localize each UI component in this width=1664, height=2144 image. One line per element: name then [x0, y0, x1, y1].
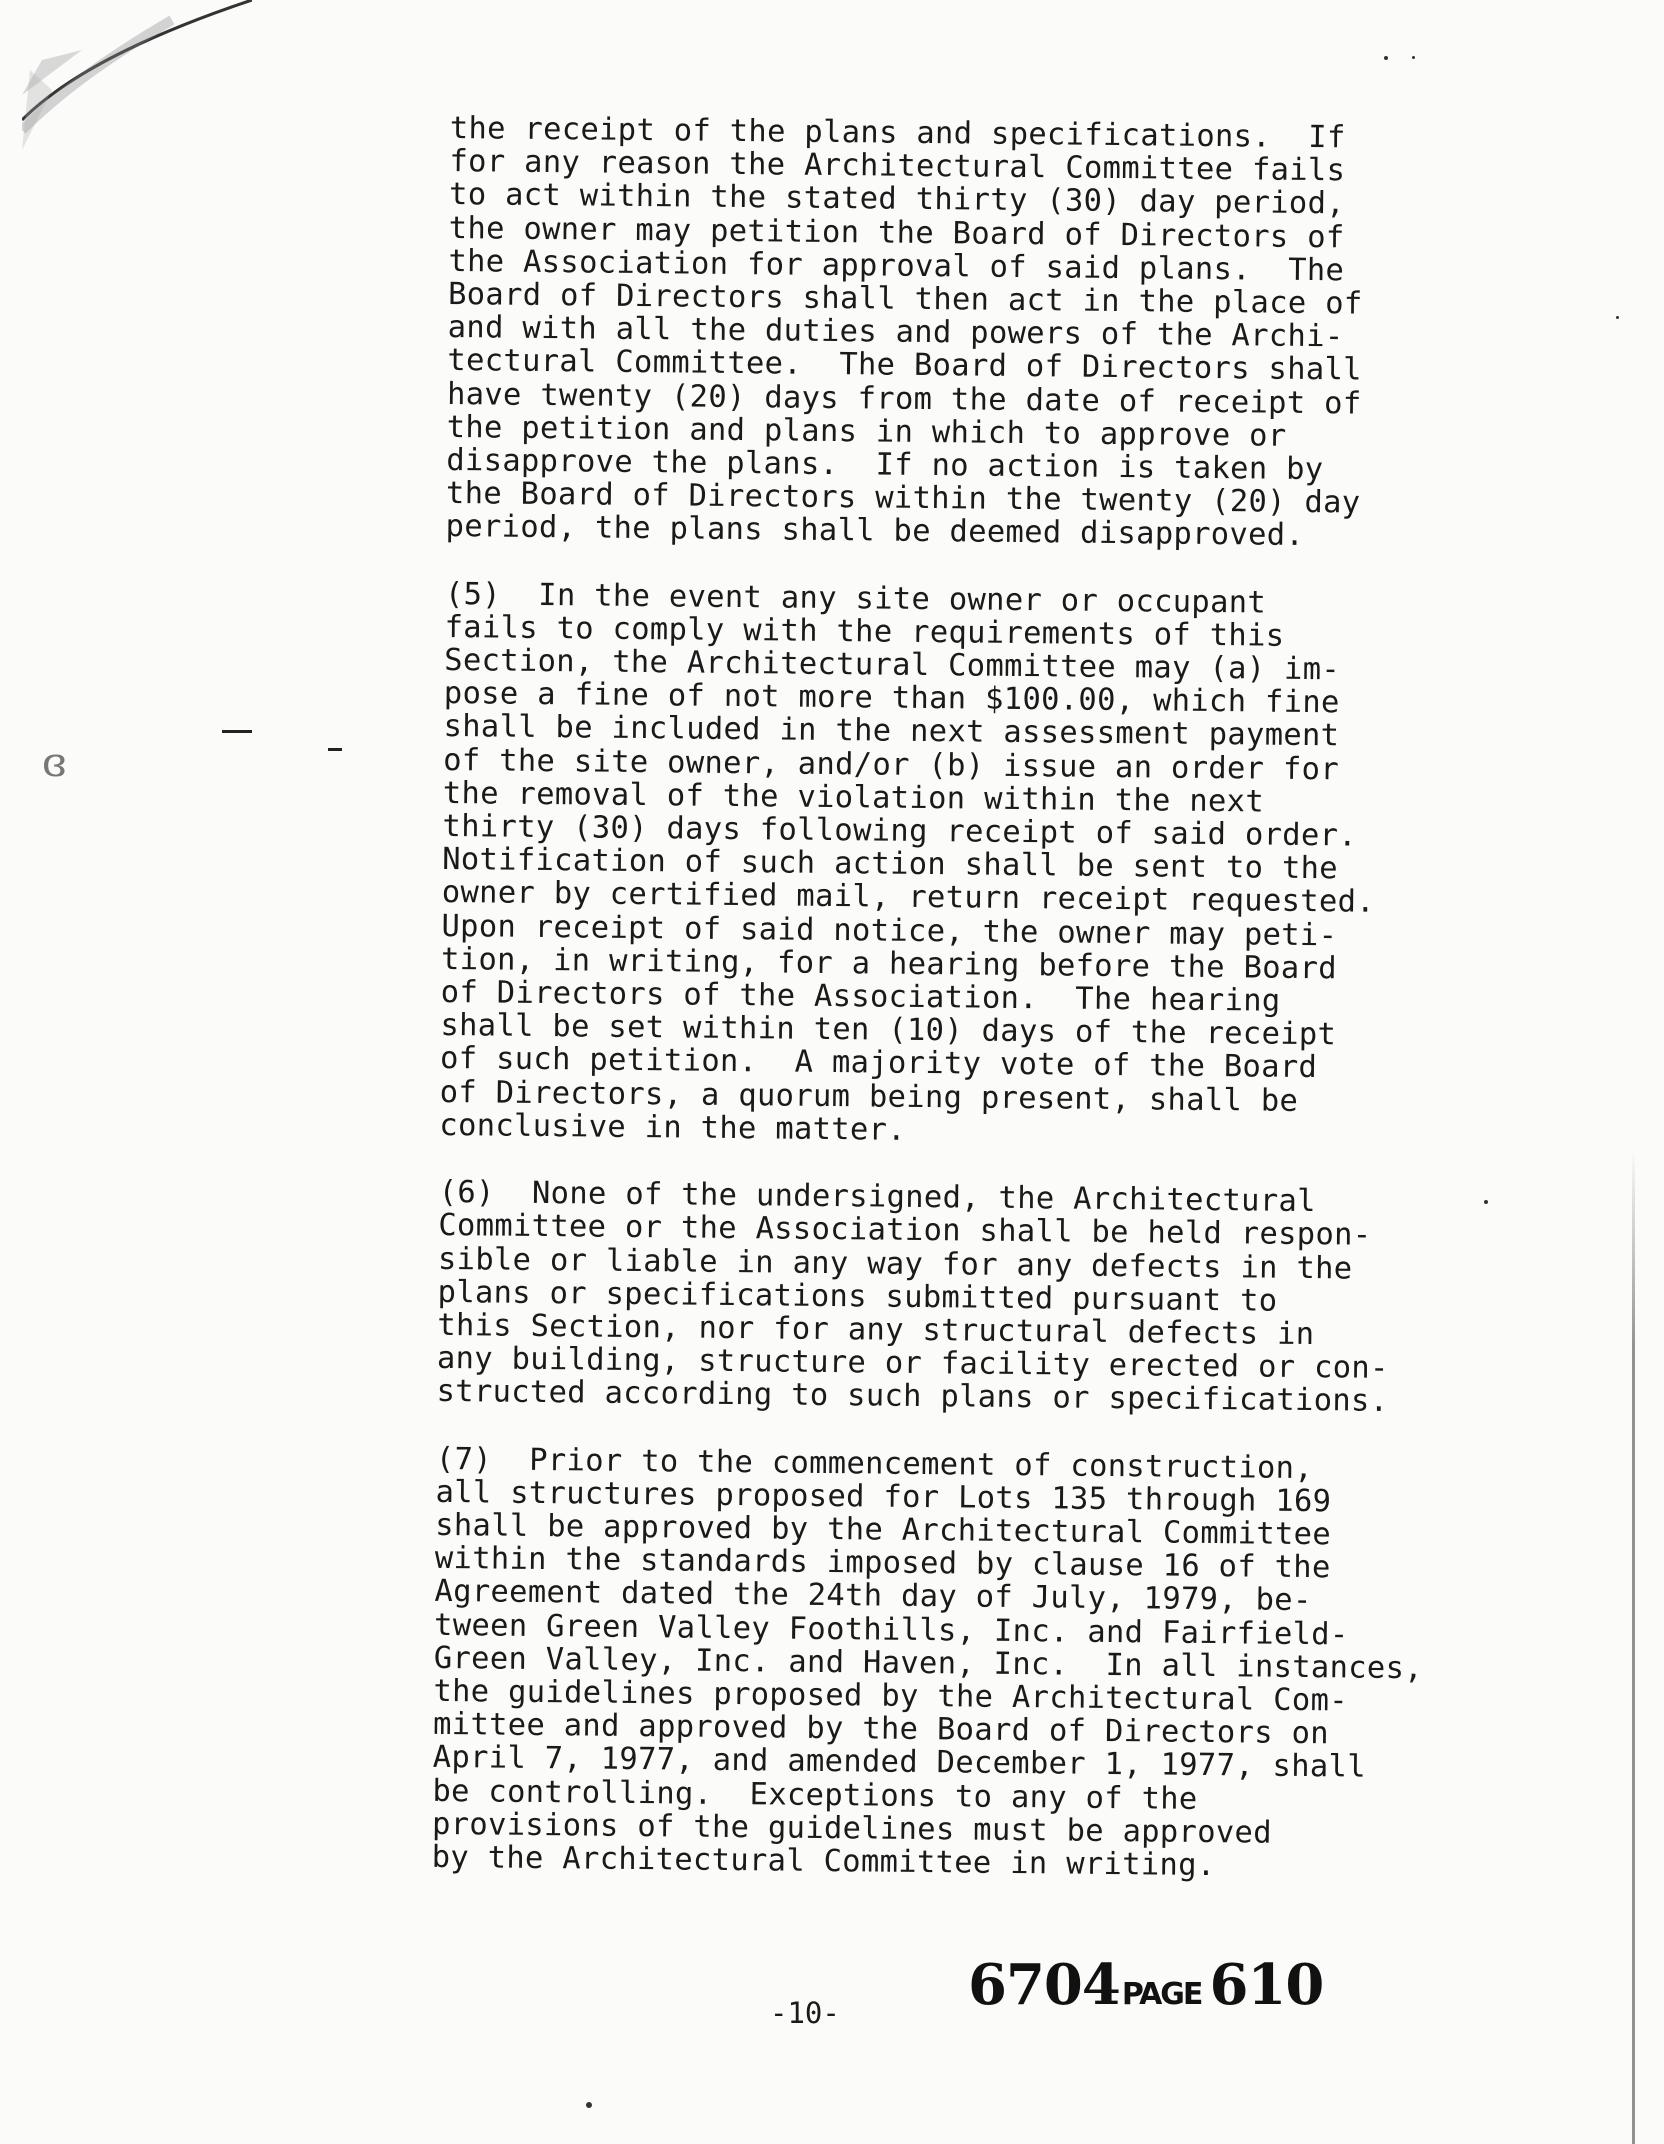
text-line: Upon receipt of said notice, the owner may peti- [441, 908, 1338, 954]
text-line: shall be included in the next assessment payment [443, 709, 1340, 754]
text-line: plans or specifications submitted pursuant to [437, 1274, 1278, 1319]
paragraph-5 [439, 578, 1505, 1154]
text-line: of Directors of the Association. The hearing [440, 975, 1281, 1019]
text-line: the Association for approval of said plans. The [448, 243, 1345, 289]
text-line: shall be set within ten (10) days of the receipt [440, 1008, 1337, 1053]
scan-speck [1616, 316, 1619, 319]
text-line: pose a fine of not more than $100.00, which fine [443, 676, 1340, 721]
text-line: to act within the stated thirty (30) day period, [448, 177, 1346, 222]
text-line: structed according to such plans or specifications. [436, 1374, 1389, 1420]
margin-dash-mark [328, 748, 342, 751]
text-line: the owner may petition the Board of Directors of [448, 210, 1345, 255]
text-line: (5) In the event any site owner or occupant [444, 576, 1267, 621]
book-page-number: 610 [1209, 1952, 1324, 2018]
margin-handwritten-mark: ɞ [42, 740, 67, 786]
text-line: Section, the Architectural Committee may (a) im- [444, 643, 1341, 688]
text-line: tectural Committee. The Board of Directors shall [447, 343, 1362, 388]
text-line: the guidelines proposed by the Architectural Com- [433, 1673, 1349, 1719]
text-line: of the site owner, and/or (b) issue an order for [443, 742, 1340, 788]
text-line: have twenty (20) days from the date of receipt of [446, 376, 1362, 422]
text-line: tion, in writing, for a hearing before the Board [440, 941, 1338, 987]
text-line: this Section, nor for any structural defects in [437, 1307, 1315, 1353]
text-line: (6) None of the undersigned, the Architectural [438, 1175, 1316, 1220]
text-line: the removal of the violation within the next [442, 775, 1265, 820]
margin-dash-mark [222, 730, 252, 733]
text-line: conclusive in the matter. [439, 1107, 907, 1148]
page-number: -10- [770, 1996, 840, 2030]
text-line: Board of Directors shall then act in the place of [447, 277, 1363, 322]
text-line: April 7, 1977, and amended December 1, 1977, shall [432, 1740, 1367, 1786]
text-line: thirty (30) days following receipt of said order. [442, 809, 1358, 854]
scan-corner-artifact [22, 0, 252, 150]
text-line: fails to comply with the requirements of this [444, 609, 1285, 654]
text-line: and with all the duties and powers of the Archi- [447, 310, 1344, 355]
document-body [431, 112, 1510, 1919]
text-line: (7) Prior to the commencement of construction, [435, 1441, 1314, 1486]
text-line: shall be approved by the Architectural Committee [435, 1507, 1332, 1553]
text-line: for any reason the Architectural Committee fails [449, 144, 1346, 189]
scan-speck [1384, 56, 1388, 60]
text-line: period, the plans shall be deemed disapproved. [445, 509, 1305, 554]
book-number: 6704 [968, 1952, 1120, 2018]
paragraph-6 [436, 1176, 1498, 1420]
text-line: any building, structure or facility erected or con- [436, 1341, 1389, 1387]
text-line: the petition and plans in which to approve or [446, 409, 1287, 454]
text-line: of Directors, a quorum being present, shall be [439, 1074, 1299, 1119]
scan-speck [1412, 56, 1415, 59]
text-line: sible or liable in any way for any defects in the [437, 1241, 1353, 1287]
text-line: be controlling. Exceptions to any of the [432, 1773, 1198, 1817]
text-line: Notification of such action shall be sent to the [441, 842, 1339, 887]
page-label: PAGE [1121, 1977, 1202, 2012]
book-page-stamp [968, 1952, 1323, 2018]
paragraph-continuation [445, 112, 1509, 555]
text-line: tween Green Valley Foothills, Inc. and Fairfield- [433, 1607, 1349, 1653]
scan-speck [586, 2102, 592, 2108]
text-line: mittee and approved by the Board of Directors on [432, 1707, 1330, 1752]
text-line: Committee or the Association shall be held respon- [438, 1208, 1372, 1254]
text-line: disapprove the plans. If no action is taken by [446, 443, 1324, 488]
text-line: by the Architectural Committee in writing. [431, 1839, 1216, 1884]
paragraph-7 [432, 1442, 1496, 1885]
scan-right-edge [1632, 1150, 1635, 2144]
text-line: the Board of Directors within the twenty (20) day [445, 476, 1361, 521]
text-line: the receipt of the plans and specifications. If [449, 111, 1346, 156]
text-line: of such petition. A majority vote of the Board [439, 1041, 1318, 1086]
text-line: provisions of the guidelines must be approved [431, 1806, 1273, 1851]
text-line: all structures proposed for Lots 135 through 169 [435, 1474, 1332, 1520]
text-line: within the standards imposed by clause 16 of the [434, 1541, 1331, 1586]
text-line: Agreement dated the 24th day of July, 1979, be- [434, 1574, 1312, 1619]
text-line: owner by certified mail, return receipt requested. [441, 875, 1376, 921]
text-line: Green Valley, Inc. and Haven, Inc. In all instances, [433, 1640, 1424, 1687]
